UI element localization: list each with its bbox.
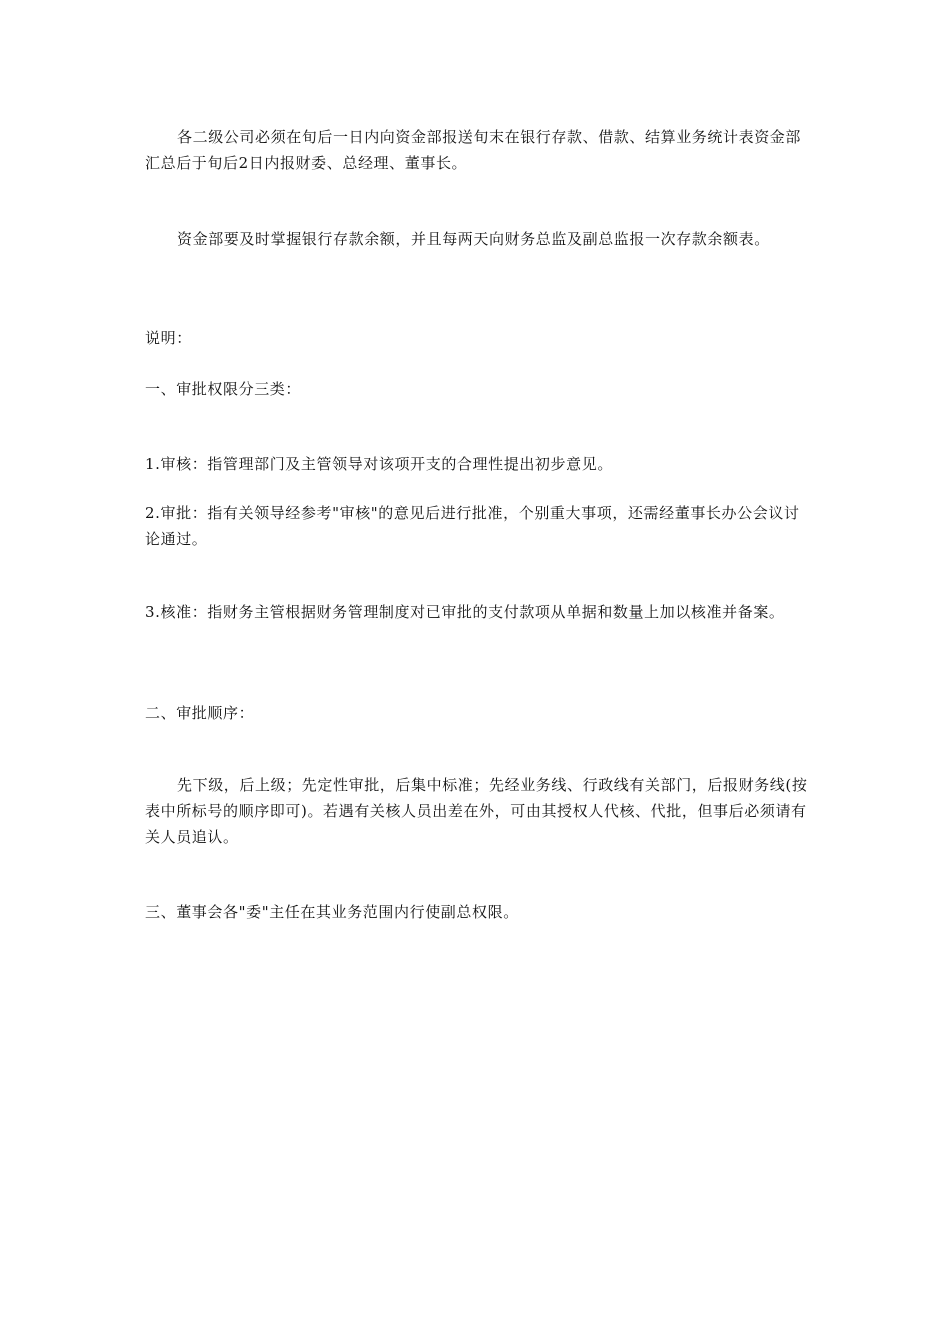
paragraph-balance-report: 资金部要及时掌握银行存款余额，并且每两天向财务总监及副总监报一次存款余额表。 — [177, 230, 770, 248]
paragraph-approval-order: 先下级，后上级；先定性审批，后集中标准；先经业务线、行政线有关部门，后报财务线(按表中所标号的顺序即可)。若遇有关核人员出差在外，可由其授权人代核、代批，但事后必须请有关人员追认。 — [145, 776, 808, 846]
paragraph-deposit-report: 各二级公司必须在旬后一日内向资金部报送旬末在银行存款、借款、结算业务统计表资金部汇总后于旬后2日内报财委、总经理、董事长。 — [145, 128, 802, 172]
heading-notes: 说明： — [145, 329, 192, 347]
item-approval: 2.审批：指有关领导经参考"审核"的意见后进行批准，个别重大事项，还需经董事长办公会议讨论通过。 — [145, 504, 800, 548]
heading-approval-order: 二、审批顺序： — [145, 704, 255, 722]
heading-board-committees: 三、董事会各"委"主任在其业务范围内行使副总权限。 — [145, 903, 519, 921]
item-review: 1.审核：指管理部门及主管领导对该项开支的合理性提出初步意见。 — [145, 455, 613, 473]
heading-approval-authority: 一、审批权限分三类： — [145, 380, 302, 398]
item-ratification: 3.核准：指财务主管根据财务管理制度对已审批的支付款项从单据和数量上加以核准并备案。 — [145, 603, 785, 621]
